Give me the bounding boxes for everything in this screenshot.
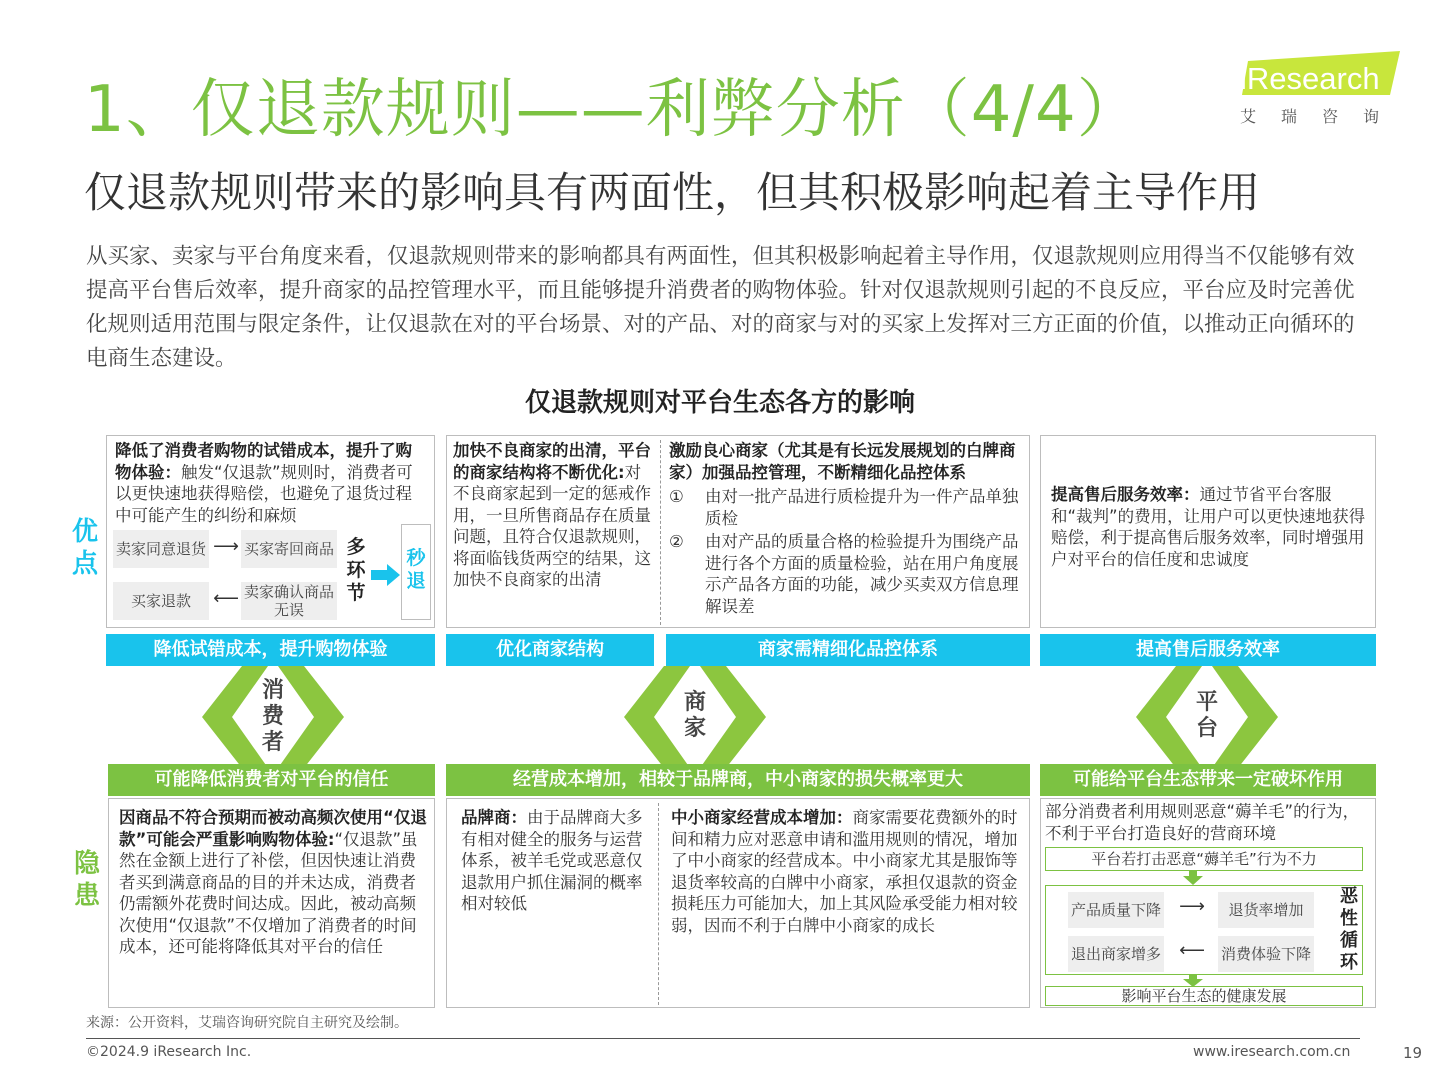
flow-step-3: 卖家确认商品无误	[241, 582, 337, 620]
cycle-step-2: 退货率增加	[1218, 892, 1314, 928]
risk-bar-merchant: 经营成本增加，相较于品牌商，中小商家的损失概率更大	[446, 764, 1030, 796]
risk-sme-head: 中小商家经营成本增加：	[671, 808, 853, 827]
diagram-title: 仅退款规则对平台生态各方的影响	[524, 388, 915, 418]
merchant-item-1: 由对一批产品进行质检提升为一件产品单独质检	[705, 487, 1019, 528]
page-number: 19	[1403, 1044, 1423, 1062]
logo-brand-text: iResearch	[1240, 61, 1380, 96]
arrow-left-icon: ⟵	[1179, 940, 1205, 961]
risk-sme-body: 商家需要花费额外的时间和精力应对恶意申请和滥用规则的情况，增加了中小商家的经营成本。中小商家尤其是服饰等退货率较高的白牌中小商家，承担仅退款的资金损耗压力可能加大，加上其风险承受能力相对较弱，因而不利于白牌中小商家的成长	[671, 808, 1018, 935]
source-note: 来源：公开资料，艾瑞咨询研究院自主研究及绘制。	[86, 1015, 408, 1031]
arrow-right-bold-icon	[371, 564, 401, 586]
cycle-step-1: 产品质量下降	[1068, 892, 1164, 928]
arrow-down-icon	[1183, 871, 1203, 885]
role-label-merchant: 商家	[683, 690, 706, 741]
flow-label-multistep: 多环节	[346, 536, 366, 604]
advantage-box-merchant	[446, 435, 1030, 628]
risk-consumer-body: “仅退款”虽然在金额上进行了补偿，但因快速让消费者买到满意商品的目的并未达成，消费者仍需额外花费时间达成。因此，被动高频次使用“仅退款”不仅增加了消费者的时间成本，还可能将降低其对平台的信任	[119, 829, 418, 956]
risk-bar-platform: 可能给平台生态带来一定破坏作用	[1040, 764, 1376, 796]
cycle-step-3: 退出商家增多	[1068, 936, 1164, 972]
risk-platform-step: 平台若打击恶意“薅羊毛”行为不力	[1045, 847, 1363, 871]
role-label-consumer: 消费者	[261, 678, 284, 755]
advantage-merchant-right-head: 激励良心商家（尤其是有长远发展规划的白牌商家）加强品控管理，不断精细化品控体系	[669, 441, 1016, 482]
risk-consumer-head: 因商品不符合预期而被动高频次使用“仅退款”可能会严重影响购物体验:	[119, 808, 427, 849]
side-label-advantage: 优点	[71, 517, 98, 579]
iresearch-logo	[1238, 44, 1408, 129]
risk-brand-body: 由于品牌商大多有相对健全的服务与运营体系，被羊毛党或恶意仅退款用户抓住漏洞的概率相对较低	[461, 808, 643, 913]
list-number-2: ②	[669, 532, 684, 551]
flow-result-instant: 秒退	[406, 547, 426, 592]
benefit-bar-merchant-structure: 优化商家结构	[446, 634, 654, 666]
arrow-right-icon: ⟶	[213, 536, 239, 557]
advantage-merchant-left-body: 对不良商家起到一定的惩戒作用，一旦所售商品存在质量问题，且符合仅退款规则，将面临钱货两空的结果，这加快不良商家的出清	[453, 462, 651, 589]
page-subtitle: 仅退款规则带来的影响具有两面性，但其积极影响起着主导作用	[84, 168, 1261, 217]
flow-step-2: 买家寄回商品	[241, 530, 337, 568]
risk-platform-result: 影响平台生态的健康发展	[1045, 986, 1363, 1006]
logo-mark	[1238, 49, 1408, 99]
role-consumer	[198, 662, 348, 772]
advantage-consumer-head: 降低了消费者购物的试错成本，提升了购物体验：	[115, 441, 412, 482]
risk-bar-consumer: 可能降低消费者对平台的信任	[108, 764, 435, 796]
benefit-bar-quality-control: 商家需精细化品控体系	[666, 634, 1030, 666]
footer-divider	[86, 1038, 1360, 1039]
risk-box-merchant	[446, 798, 1030, 1008]
cycle-step-4: 消费体验下降	[1218, 936, 1314, 972]
role-merchant	[620, 662, 770, 772]
benefit-bar-consumer: 降低试错成本，提升购物体验	[106, 634, 435, 666]
advantage-box-consumer	[106, 435, 435, 628]
advantage-box-platform	[1040, 435, 1376, 628]
risk-box-consumer	[108, 798, 435, 1008]
advantage-merchant-left-head: 加快不良商家的出清，平台的商家结构将不断优化:	[453, 441, 651, 482]
advantage-platform-head: 提高售后服务效率：	[1051, 485, 1200, 504]
copyright: ©2024.9 iResearch Inc.	[86, 1044, 252, 1060]
role-platform	[1132, 662, 1282, 772]
flow-step-4: 买家退款	[113, 582, 209, 620]
benefit-bar-platform: 提高售后服务效率	[1040, 634, 1376, 666]
risk-platform-intro: 部分消费者利用规则恶意“薅羊毛”的行为，不利于平台打造良好的营商环境	[1045, 802, 1360, 843]
list-number-1: ①	[669, 487, 684, 506]
flow-step-1: 卖家同意退货	[113, 530, 209, 568]
cycle-label: 恶性循环	[1340, 886, 1358, 973]
arrow-right-icon: ⟶	[1179, 896, 1205, 917]
website-link[interactable]: www.iresearch.com.cn	[1193, 1044, 1351, 1060]
vicious-cycle-box	[1045, 885, 1363, 975]
side-label-risk: 隐患	[73, 849, 100, 911]
intro-paragraph: 从买家、卖家与平台角度来看，仅退款规则带来的影响都具有两面性，但其积极影响起着主导作用，仅退款规则应用得当不仅能够有效提高平台售后效率，提升商家的品控管理水平，而且能够提升消费者的购物体验。针对仅退款规则引起的不良反应，平台应及时完善优化规则适用范围与限定条件，让仅退款在对的平台场景、对的产品、对的商家与对的买家上发挥对三方正面的价值，以推动正向循环的电商生态建设。	[86, 244, 1355, 371]
logo-cn-text: 艾瑞咨询	[1240, 107, 1405, 126]
risk-brand-head: 品牌商：	[461, 808, 527, 827]
role-label-platform: 平台	[1195, 690, 1218, 741]
page-title: 1、仅退款规则——利弊分析（4/4）	[84, 73, 1142, 147]
merchant-item-2: 由对产品的质量合格的检验提升为围绕产品进行各个方面的质量检验，站在用户角度展示产品各方面的功能，减少买卖双方信息理解误差	[705, 532, 1019, 616]
advantage-consumer-body: 触发“仅退款”规则时，消费者可以更快速地获得赔偿，也避免了退货过程中可能产生的纠纷和麻烦	[115, 462, 413, 525]
arrow-left-icon: ⟵	[213, 588, 239, 609]
advantage-platform-body: 通过节省平台客服和“裁判”的费用，让用户可以更快速地获得赔偿，利于提高售后服务效率，同时增强用户对平台的信任度和忠诚度	[1051, 485, 1366, 569]
risk-box-platform	[1040, 798, 1376, 1008]
